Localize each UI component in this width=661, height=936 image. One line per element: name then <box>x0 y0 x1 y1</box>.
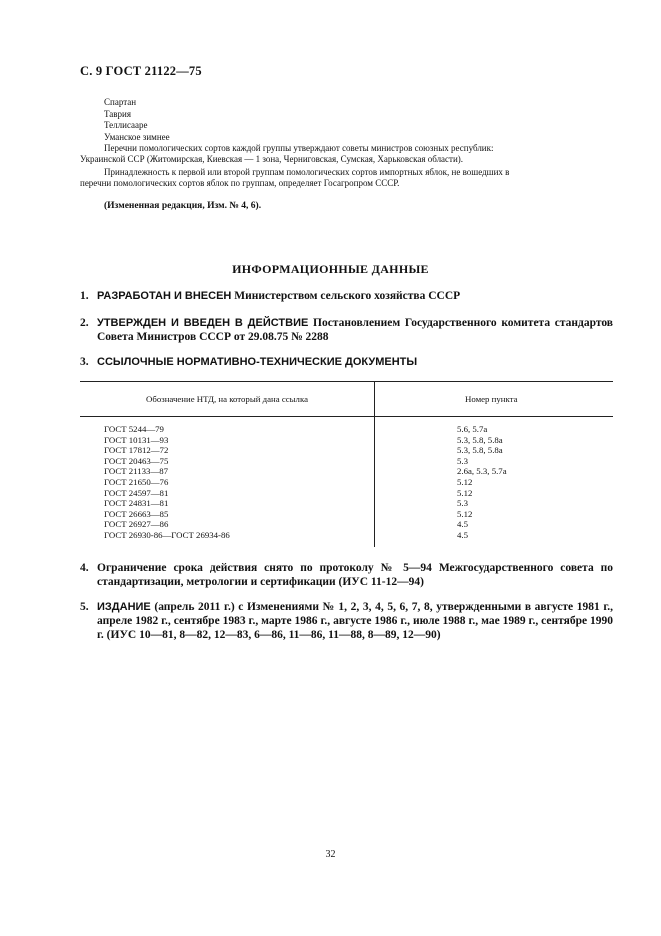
item-text <box>97 289 613 303</box>
paragraph-line: Принадлежность к первой или второй группам помологических сортов импортных яблок, не вошедших в <box>104 167 510 177</box>
clause-cell: 5.12 <box>457 508 473 519</box>
item-lead: ССЫЛОЧНЫЕ НОРМАТИВНО-ТЕХНИЧЕСКИЕ ДОКУМЕНТЫ <box>97 356 418 368</box>
table-row <box>80 417 613 435</box>
clause-cell: 5.6, 5.7а <box>457 424 488 434</box>
item-body: (апрель 2011 г.) с Изменениями № 1, 2, 3, 4, 5, 6, 7, 8, утвержденными в августе 1981 г., апреле 1982 г., сентябре 1983 г., марте 1986 г., августе 1986 г., июле 1988 г., мае 1989 г., сентябре 1990 г. (ИУС 10—81, 8—82, 12—83, 6—86, 11—86, 11—88, 8—89, 12—90) <box>97 601 613 641</box>
info-item-2 <box>80 316 613 344</box>
clause-cell: 5.3 <box>457 455 468 466</box>
item-lead: РАЗРАБОТАН И ВНЕСЕН <box>97 290 232 302</box>
paragraph-line: Украинской ССР (Житомирская, Киевская — 1 зона, Черниговская, Сумская, Харьковская области). <box>80 154 464 165</box>
doc-cell: ГОСТ 21133—87 <box>80 466 375 477</box>
item-lead: УТВЕРЖДЕН И ВВЕДЕН В ДЕЙСТВИЕ <box>97 317 309 329</box>
clause-cell: 5.3, 5.8, 5.8а <box>457 445 503 456</box>
apple-variety-list <box>104 97 170 143</box>
variety-item: Теллисааре <box>104 120 148 131</box>
page-header: С. 9 ГОСТ 21122—75 <box>80 64 202 78</box>
item-body: Постановлением Государственного комитета стандартов Совета Министров СССР от 29.08.75 № 2288 <box>97 317 614 343</box>
table-row <box>80 466 613 477</box>
item-text <box>97 316 613 344</box>
column-header-document: Обозначение НТД, на который дана ссылка <box>80 382 375 417</box>
doc-cell: ГОСТ 20463—75 <box>80 456 375 467</box>
clause-cell: 5.12 <box>457 487 473 498</box>
item-lead: ИЗДАНИЕ <box>97 601 151 613</box>
doc-cell: ГОСТ 10131—93 <box>80 435 375 446</box>
item-number: 2. <box>80 317 89 329</box>
item-body: Министерством сельского хозяйства СССР <box>231 290 461 302</box>
item-number: 4. <box>80 562 89 574</box>
amendment-note: (Измененная редакция, Изм. № 4, 6). <box>104 201 262 211</box>
item-number: 5. <box>80 601 89 613</box>
table-row <box>80 477 613 488</box>
table-row <box>80 498 613 509</box>
doc-cell: ГОСТ 26930-86—ГОСТ 26934-86 <box>80 530 375 547</box>
item-number: 1. <box>80 290 89 302</box>
section-title: ИНФОРМАЦИОННЫЕ ДАННЫЕ <box>232 262 429 276</box>
doc-cell: ГОСТ 21650—76 <box>80 477 375 488</box>
clause-cell: 5.12 <box>457 476 473 487</box>
doc-cell: ГОСТ 26663—85 <box>80 509 375 520</box>
doc-cell: ГОСТ 17812—72 <box>80 445 375 456</box>
paragraph-line: перечни помологических сортов яблок по группам, определяет Госагропром СССР. <box>80 178 400 189</box>
variety-item: Уманское зимнее <box>104 131 170 142</box>
paragraph-import-varieties <box>80 167 613 189</box>
variety-item: Таврия <box>104 108 131 119</box>
clause-cell: 4.5 <box>457 519 468 530</box>
info-item-3 <box>80 355 613 369</box>
table-row <box>80 519 613 530</box>
clause-cell: 5.3 <box>457 498 468 509</box>
table-row <box>80 530 613 547</box>
item-number: 3. <box>80 356 89 368</box>
page-number: 32 <box>325 849 336 860</box>
table-row <box>80 509 613 520</box>
column-header-clause: Номер пункта <box>375 382 614 417</box>
table-row <box>80 445 613 456</box>
item-text <box>97 355 613 369</box>
table-row <box>80 488 613 499</box>
info-item-4 <box>80 561 613 589</box>
item-text <box>97 600 613 642</box>
doc-cell: ГОСТ 26927—86 <box>80 519 375 530</box>
variety-item: Спартан <box>104 97 137 107</box>
table-row <box>80 456 613 467</box>
clause-cell: 4.5 <box>457 529 468 540</box>
info-item-5 <box>80 600 613 642</box>
doc-cell: ГОСТ 24831—81 <box>80 498 375 509</box>
paragraph-republic-lists <box>80 143 613 165</box>
item-text: Ограничение срока действия снято по протоколу № 5—94 Межгосударственного совета по стандартизации, метрологии и сертификации (ИУС 11-12—94) <box>97 562 613 588</box>
doc-cell: ГОСТ 5244—79 <box>80 417 375 435</box>
clause-cell: 2.6а, 5.3, 5.7а <box>457 466 507 477</box>
table-header-row <box>80 382 613 417</box>
info-item-1 <box>80 289 613 303</box>
doc-cell: ГОСТ 24597—81 <box>80 488 375 499</box>
table-row <box>80 435 613 446</box>
reference-docs-table <box>80 381 613 547</box>
clause-cell: 5.3, 5.8, 5.8а <box>457 434 503 445</box>
paragraph-line: Перечни помологических сортов каждой группы утверждают советы министров союзных республик: <box>104 143 494 153</box>
